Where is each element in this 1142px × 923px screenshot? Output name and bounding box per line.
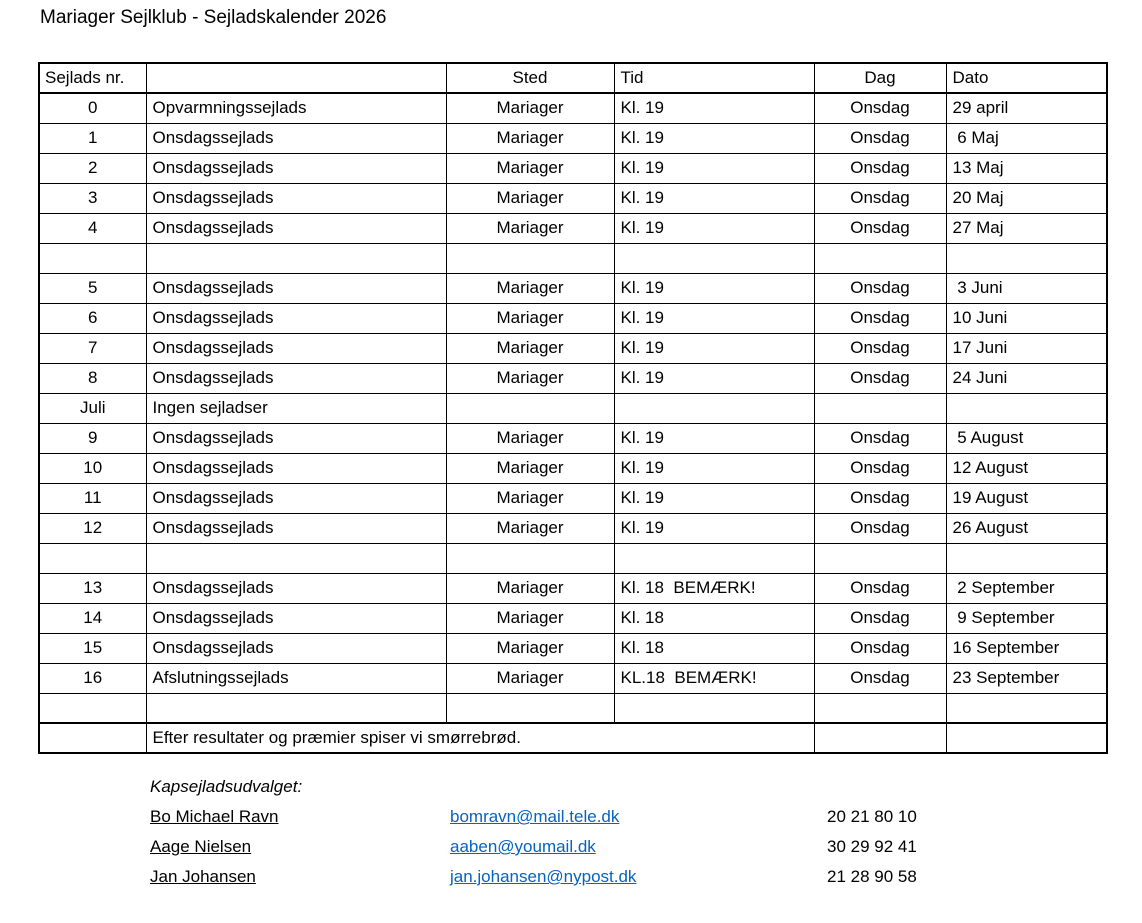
cell-dag: Onsdag bbox=[814, 153, 946, 183]
cell-dag: Onsdag bbox=[814, 273, 946, 303]
cell-name: Afslutningssejlads bbox=[146, 663, 446, 693]
contact-name: Aage Nielsen bbox=[150, 837, 252, 856]
cell-sted: Mariager bbox=[446, 213, 614, 243]
table-row bbox=[39, 153, 1107, 183]
table-row bbox=[39, 243, 1107, 273]
table-row bbox=[39, 513, 1107, 543]
cell-dag: Onsdag bbox=[814, 453, 946, 483]
header-name-blank bbox=[146, 63, 446, 93]
cell-dag bbox=[814, 243, 946, 273]
cell-dag: Onsdag bbox=[814, 303, 946, 333]
cell-tid: Kl. 18 BEMÆRK! bbox=[614, 573, 814, 603]
contact-row bbox=[150, 802, 917, 832]
cell-name: Onsdagssejlads bbox=[146, 273, 446, 303]
cell-tid: Kl. 18 bbox=[614, 633, 814, 663]
contact-name: Bo Michael Ravn bbox=[150, 807, 279, 826]
cell-nr bbox=[39, 693, 146, 723]
table-row bbox=[39, 573, 1107, 603]
cell-sted: Mariager bbox=[446, 303, 614, 333]
cell-dato: 9 September bbox=[946, 603, 1107, 633]
cell-name: Onsdagssejlads bbox=[146, 453, 446, 483]
cell-name: Onsdagssejlads bbox=[146, 123, 446, 153]
header-dato: Dato bbox=[946, 63, 1107, 93]
cell-name bbox=[146, 243, 446, 273]
contact-email-link[interactable]: jan.johansen@nypost.dk bbox=[450, 867, 637, 886]
cell-dag: Onsdag bbox=[814, 423, 946, 453]
cell-dag: Onsdag bbox=[814, 663, 946, 693]
cell-dato: 13 Maj bbox=[946, 153, 1107, 183]
cell-sted: Mariager bbox=[446, 573, 614, 603]
cell-dato bbox=[946, 693, 1107, 723]
cell-tid: Kl. 19 bbox=[614, 333, 814, 363]
cell-nr: 16 bbox=[39, 663, 146, 693]
cell-sted bbox=[446, 243, 614, 273]
cell-nr: 2 bbox=[39, 153, 146, 183]
cell-sted: Mariager bbox=[446, 183, 614, 213]
cell-nr bbox=[39, 543, 146, 573]
cell-tid: Kl. 19 bbox=[614, 153, 814, 183]
cell-dato: 2 September bbox=[946, 573, 1107, 603]
cell-name: Onsdagssejlads bbox=[146, 303, 446, 333]
committee-label: Kapsejladsudvalget: bbox=[150, 777, 303, 796]
cell-name bbox=[146, 693, 446, 723]
cell-name: Onsdagssejlads bbox=[146, 333, 446, 363]
cell-nr: 3 bbox=[39, 183, 146, 213]
cell-dag: Onsdag bbox=[814, 333, 946, 363]
cell-name: Onsdagssejlads bbox=[146, 363, 446, 393]
cell-nr: 9 bbox=[39, 423, 146, 453]
table-row bbox=[39, 423, 1107, 453]
table-row bbox=[39, 93, 1107, 123]
header-sted: Sted bbox=[446, 63, 614, 93]
cell-sted: Mariager bbox=[446, 663, 614, 693]
cell-sted: Mariager bbox=[446, 333, 614, 363]
cell-name: Onsdagssejlads bbox=[146, 603, 446, 633]
contact-email-link[interactable]: bomravn@mail.tele.dk bbox=[450, 807, 620, 826]
table-row bbox=[39, 333, 1107, 363]
cell-dag bbox=[814, 543, 946, 573]
contact-row bbox=[150, 862, 917, 892]
contact-row bbox=[150, 832, 917, 862]
cell-sted: Mariager bbox=[446, 273, 614, 303]
cell-tid: Kl. 19 bbox=[614, 453, 814, 483]
header-tid: Tid bbox=[614, 63, 814, 93]
cell-sted: Mariager bbox=[446, 123, 614, 153]
table-header-row bbox=[39, 63, 1107, 93]
cell-name: Onsdagssejlads bbox=[146, 573, 446, 603]
cell-sted: Mariager bbox=[446, 633, 614, 663]
cell-nr: 12 bbox=[39, 513, 146, 543]
contact-email-link[interactable]: aaben@youmail.dk bbox=[450, 837, 596, 856]
cell-name: Onsdagssejlads bbox=[146, 213, 446, 243]
cell-dato: 17 Juni bbox=[946, 333, 1107, 363]
cell-name: Onsdagssejlads bbox=[146, 483, 446, 513]
cell-tid: Kl. 19 bbox=[614, 303, 814, 333]
cell-dag: Onsdag bbox=[814, 603, 946, 633]
cell-name: Opvarmningssejlads bbox=[146, 93, 446, 123]
cell-dag bbox=[814, 723, 946, 753]
cell-nr bbox=[39, 243, 146, 273]
cell-sted: Mariager bbox=[446, 483, 614, 513]
cell-nr: 1 bbox=[39, 123, 146, 153]
cell-nr bbox=[39, 723, 146, 753]
cell-tid bbox=[614, 543, 814, 573]
table-row bbox=[39, 663, 1107, 693]
table-row bbox=[39, 693, 1107, 723]
cell-name: Onsdagssejlads bbox=[146, 183, 446, 213]
cell-sted: Mariager bbox=[446, 513, 614, 543]
cell-dato: 16 September bbox=[946, 633, 1107, 663]
cell-tid: KL.18 BEMÆRK! bbox=[614, 663, 814, 693]
cell-tid: Kl. 19 bbox=[614, 183, 814, 213]
cell-name: Onsdagssejlads bbox=[146, 513, 446, 543]
page-title: Mariager Sejlklub - Sejladskalender 2026 bbox=[40, 7, 387, 28]
cell-name bbox=[146, 543, 446, 573]
cell-nr: 0 bbox=[39, 93, 146, 123]
cell-tid bbox=[614, 393, 814, 423]
cell-dato: 6 Maj bbox=[946, 123, 1107, 153]
cell-nr: Juli bbox=[39, 393, 146, 423]
cell-dato: 24 Juni bbox=[946, 363, 1107, 393]
table-row bbox=[39, 633, 1107, 663]
table-row bbox=[39, 453, 1107, 483]
table-row bbox=[39, 183, 1107, 213]
cell-dag: Onsdag bbox=[814, 633, 946, 663]
cell-dag bbox=[814, 393, 946, 423]
sailing-calendar-table bbox=[38, 62, 1108, 754]
cell-nr: 4 bbox=[39, 213, 146, 243]
cell-sted: Mariager bbox=[446, 93, 614, 123]
cell-dato: 19 August bbox=[946, 483, 1107, 513]
cell-tid: Kl. 19 bbox=[614, 423, 814, 453]
cell-dag: Onsdag bbox=[814, 363, 946, 393]
cell-nr: 8 bbox=[39, 363, 146, 393]
cell-sted: Mariager bbox=[446, 423, 614, 453]
cell-tid: Kl. 19 bbox=[614, 213, 814, 243]
cell-dag: Onsdag bbox=[814, 573, 946, 603]
cell-dato bbox=[946, 393, 1107, 423]
contact-phone: 21 28 90 58 bbox=[827, 867, 917, 886]
cell-dato bbox=[946, 723, 1107, 753]
cell-dato: 12 August bbox=[946, 453, 1107, 483]
cell-dato: 5 August bbox=[946, 423, 1107, 453]
cell-dato bbox=[946, 243, 1107, 273]
cell-tid bbox=[614, 243, 814, 273]
cell-tid bbox=[614, 693, 814, 723]
table-row bbox=[39, 123, 1107, 153]
cell-sted bbox=[446, 543, 614, 573]
table-row bbox=[39, 723, 1107, 753]
cell-tid: Kl. 19 bbox=[614, 363, 814, 393]
cell-sted: Mariager bbox=[446, 603, 614, 633]
cell-dag: Onsdag bbox=[814, 483, 946, 513]
table-row bbox=[39, 213, 1107, 243]
cell-nr: 6 bbox=[39, 303, 146, 333]
cell-sted: Mariager bbox=[446, 363, 614, 393]
cell-dato: 26 August bbox=[946, 513, 1107, 543]
cell-nr: 7 bbox=[39, 333, 146, 363]
cell-dato bbox=[946, 543, 1107, 573]
cell-name: Efter resultater og præmier spiser vi smørrebrød. bbox=[146, 723, 814, 753]
cell-dag bbox=[814, 693, 946, 723]
cell-tid: Kl. 19 bbox=[614, 93, 814, 123]
cell-dato: 27 Maj bbox=[946, 213, 1107, 243]
cell-dag: Onsdag bbox=[814, 213, 946, 243]
cell-nr: 11 bbox=[39, 483, 146, 513]
cell-tid: Kl. 19 bbox=[614, 513, 814, 543]
calendar-table-body bbox=[39, 93, 1107, 753]
cell-dag: Onsdag bbox=[814, 93, 946, 123]
cell-name: Ingen sejladser bbox=[146, 393, 446, 423]
contact-phone: 20 21 80 10 bbox=[827, 807, 917, 826]
cell-tid: Kl. 18 bbox=[614, 603, 814, 633]
table-row bbox=[39, 273, 1107, 303]
cell-tid: Kl. 19 bbox=[614, 273, 814, 303]
table-row bbox=[39, 543, 1107, 573]
cell-dag: Onsdag bbox=[814, 123, 946, 153]
cell-sted: Mariager bbox=[446, 453, 614, 483]
table-row bbox=[39, 303, 1107, 333]
table-row bbox=[39, 603, 1107, 633]
cell-sted bbox=[446, 393, 614, 423]
cell-tid: Kl. 19 bbox=[614, 483, 814, 513]
contact-phone: 30 29 92 41 bbox=[827, 837, 917, 856]
cell-name: Onsdagssejlads bbox=[146, 633, 446, 663]
header-sejlads-nr: Sejlads nr. bbox=[39, 63, 146, 93]
cell-nr: 5 bbox=[39, 273, 146, 303]
cell-dato: 3 Juni bbox=[946, 273, 1107, 303]
table-row bbox=[39, 483, 1107, 513]
cell-nr: 14 bbox=[39, 603, 146, 633]
cell-dato: 20 Maj bbox=[946, 183, 1107, 213]
committee-footer bbox=[150, 772, 917, 892]
cell-dato: 10 Juni bbox=[946, 303, 1107, 333]
cell-name: Onsdagssejlads bbox=[146, 153, 446, 183]
table-row bbox=[39, 363, 1107, 393]
cell-dato: 23 September bbox=[946, 663, 1107, 693]
cell-dato: 29 april bbox=[946, 93, 1107, 123]
cell-nr: 13 bbox=[39, 573, 146, 603]
contact-name: Jan Johansen bbox=[150, 867, 256, 886]
cell-nr: 15 bbox=[39, 633, 146, 663]
header-dag: Dag bbox=[814, 63, 946, 93]
cell-tid: Kl. 19 bbox=[614, 123, 814, 153]
cell-nr: 10 bbox=[39, 453, 146, 483]
cell-sted bbox=[446, 693, 614, 723]
cell-dag: Onsdag bbox=[814, 513, 946, 543]
table-row bbox=[39, 393, 1107, 423]
cell-sted: Mariager bbox=[446, 153, 614, 183]
cell-name: Onsdagssejlads bbox=[146, 423, 446, 453]
cell-dag: Onsdag bbox=[814, 183, 946, 213]
